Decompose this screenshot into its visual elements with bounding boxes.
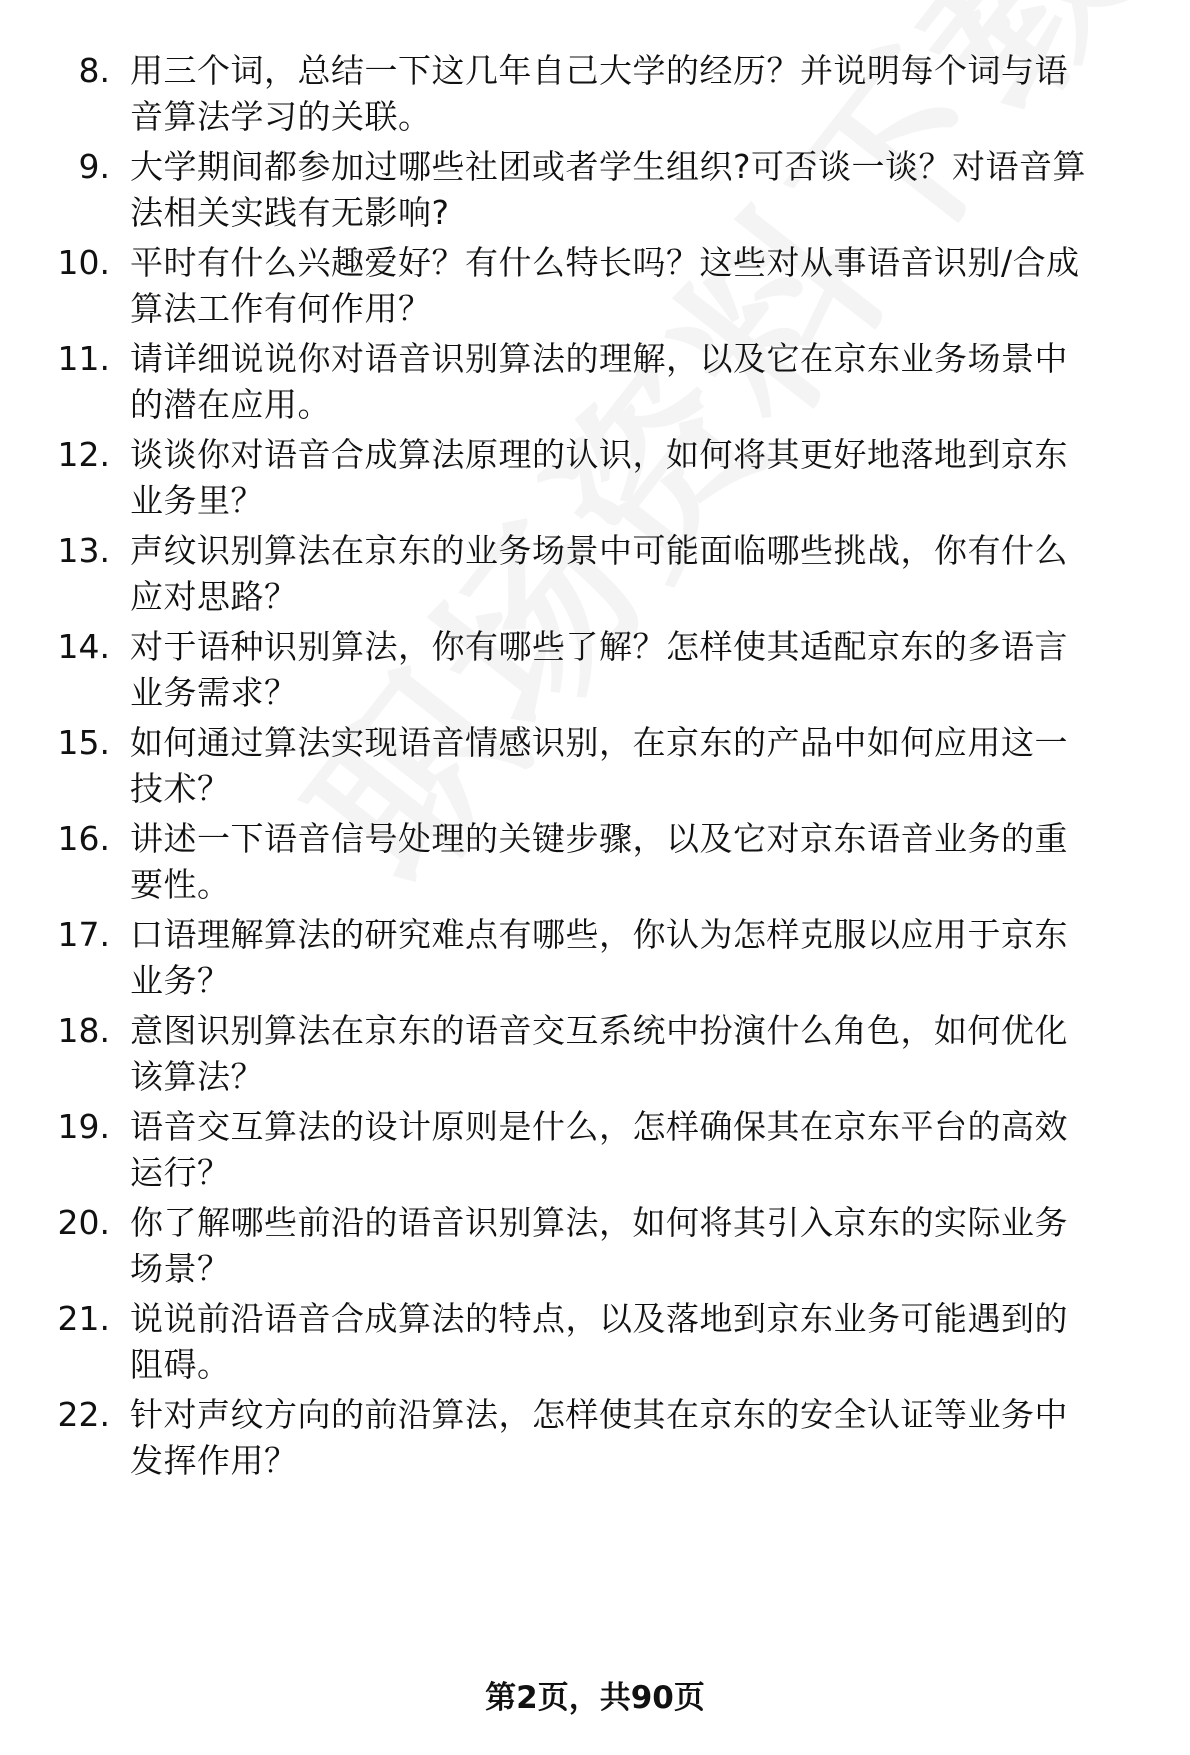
question-line: 语音交互算法的设计原则是什么，怎样确保其在京东平台的高效 <box>130 1107 1068 1146</box>
question-line: 用三个词，总结一下这几年自己大学的经历？并说明每个词与语 <box>130 51 1068 90</box>
question-line: 业务里？ <box>130 481 264 520</box>
question-line: 意图识别算法在京东的语音交互系统中扮演什么角色，如何优化 <box>130 1011 1068 1050</box>
question-text <box>130 624 1170 716</box>
question-number: 22. <box>57 1395 110 1434</box>
question-line: 音算法学习的关联。 <box>130 97 432 136</box>
question-line: 该算法？ <box>130 1057 264 1096</box>
question-line: 请详细说说你对语音识别算法的理解，以及它在京东业务场景中 <box>130 339 1068 378</box>
question-number: 20. <box>57 1203 110 1242</box>
question-number: 13. <box>57 531 110 570</box>
question-text <box>130 432 1170 524</box>
question-line: 业务需求？ <box>130 673 298 712</box>
question-line: 如何通过算法实现语音情感识别，在京东的产品中如何应用这一 <box>130 723 1068 762</box>
question-text <box>130 48 1170 140</box>
question-text <box>130 240 1170 332</box>
question-line: 应对思路？ <box>130 577 298 616</box>
question-line: 对于语种识别算法，你有哪些了解？怎样使其适配京东的多语言 <box>130 627 1068 666</box>
question-line: 技术？ <box>130 769 231 808</box>
question-line: 声纹识别算法在京东的业务场景中可能面临哪些挑战，你有什么 <box>130 531 1068 570</box>
question-text <box>130 816 1170 908</box>
question-line: 要性。 <box>130 865 231 904</box>
question-line: 谈谈你对语音合成算法原理的认识，如何将其更好地落地到京东 <box>130 435 1068 474</box>
question-number: 9. <box>78 147 110 186</box>
question-text <box>130 1008 1170 1100</box>
page-number: 第2页，共90页 <box>485 1680 705 1716</box>
question-text <box>130 1104 1170 1196</box>
question-line: 场景？ <box>130 1249 231 1288</box>
question-number: 10. <box>57 243 110 282</box>
question-line: 运行？ <box>130 1153 231 1192</box>
question-number: 11. <box>57 339 110 378</box>
question-number: 18. <box>57 1011 110 1050</box>
question-line: 平时有什么兴趣爱好？有什么特长吗？这些对从事语音识别/合成 <box>130 243 1080 282</box>
question-line: 你了解哪些前沿的语音识别算法，如何将其引入京东的实际业务 <box>130 1203 1068 1242</box>
question-line: 算法工作有何作用？ <box>130 289 432 328</box>
question-number: 8. <box>78 51 110 90</box>
question-line: 口语理解算法的研究难点有哪些，你认为怎样克服以应用于京东 <box>130 915 1068 954</box>
question-text <box>130 1296 1170 1388</box>
question-line: 说说前沿语音合成算法的特点，以及落地到京东业务可能遇到的 <box>130 1299 1068 1338</box>
question-number: 12. <box>57 435 110 474</box>
question-number: 14. <box>57 627 110 666</box>
question-number: 15. <box>57 723 110 762</box>
question-line: 业务？ <box>130 961 231 1000</box>
question-text <box>130 720 1170 812</box>
question-text <box>130 1392 1170 1484</box>
question-number: 16. <box>57 819 110 858</box>
question-text <box>130 144 1170 236</box>
question-text <box>130 912 1170 1004</box>
question-number: 21. <box>57 1299 110 1338</box>
question-line: 针对声纹方向的前沿算法，怎样使其在京东的安全认证等业务中 <box>130 1395 1068 1434</box>
question-text <box>130 1200 1170 1292</box>
question-line: 法相关实践有无影响? <box>130 193 450 232</box>
question-line: 讲述一下语音信号处理的关键步骤，以及它对京东语音业务的重 <box>130 819 1068 858</box>
question-number: 17. <box>57 915 110 954</box>
question-line: 阻碍。 <box>130 1345 231 1384</box>
question-text <box>130 528 1170 620</box>
question-line: 的潜在应用。 <box>130 385 331 424</box>
question-line: 大学期间都参加过哪些社团或者学生组织?可否谈一谈？对语音算 <box>130 147 1087 186</box>
question-number: 19. <box>57 1107 110 1146</box>
question-line: 发挥作用？ <box>130 1441 298 1480</box>
question-text <box>130 336 1170 428</box>
